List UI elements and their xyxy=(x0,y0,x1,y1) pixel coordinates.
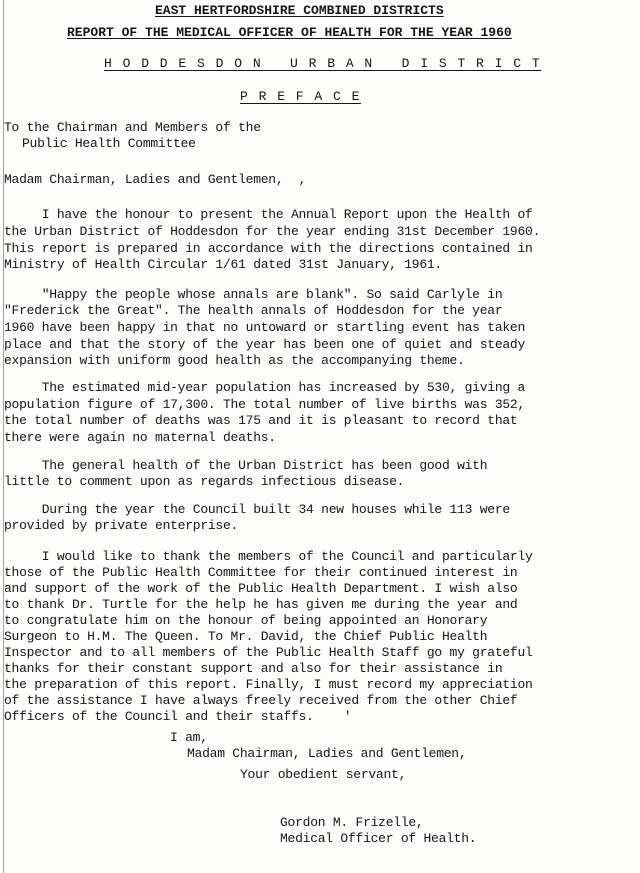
paragraph-line: Surgeon to H.M. The Queen. To Mr. David, the Chief Public Health xyxy=(4,629,488,644)
paragraph-line: Inspector and to all members of the Public Health Staff go my grateful xyxy=(4,645,533,660)
signature-name: Gordon M. Frizelle, xyxy=(280,815,424,830)
paragraph-line: those of the Public Health Committee for their continued interest in xyxy=(4,565,518,580)
paragraph-line: During the year the Council built 34 new houses while 113 were xyxy=(4,502,510,517)
paragraph-line: the Urban District of Hoddesdon for the year ending 31st December 1960. xyxy=(4,224,541,239)
paragraph-line: provided by private enterprise. xyxy=(4,518,239,533)
address-line: Public Health Committee xyxy=(22,136,196,151)
paragraph-line: "Frederick the Great". The health annals of Hoddesdon for the year xyxy=(4,303,503,318)
heading-report-title: REPORT OF THE MEDICAL OFFICER OF HEALTH FOR THE YEAR 1960 xyxy=(67,25,512,40)
closing-line: Madam Chairman, Ladies and Gentlemen, xyxy=(187,746,467,761)
paragraph-line: expansion with uniform good health as the accompanying theme. xyxy=(4,353,465,368)
paragraph-line: little to comment upon as regards infectious disease. xyxy=(4,474,405,489)
paragraph-line: to thank Dr. Turtle for the help he has given me during the year and xyxy=(4,597,518,612)
paragraph-line: I have the honour to present the Annual Report upon the Health of xyxy=(4,207,533,222)
heading-district-name: H O D D E S D O N U R B A N D I S T R I C T xyxy=(104,56,542,71)
paragraph-line: to congratulate him on the honour of being appointed an Honorary xyxy=(4,613,488,628)
address-line: To the Chairman and Members of the xyxy=(4,120,261,135)
paragraph-line: the total number of deaths was 175 and it is pleasant to record that xyxy=(4,413,518,428)
paragraph-line: I would like to thank the members of the Council and particularly xyxy=(4,549,533,564)
paragraph-line: the preparation of this report. Finally, I must record my appreciation xyxy=(4,677,533,692)
salutation: Madam Chairman, Ladies and Gentlemen, , xyxy=(4,172,307,187)
closing-line: I am, xyxy=(170,730,208,745)
signature-title: Medical Officer of Health. xyxy=(280,831,477,846)
paragraph-line: Officers of the Council and their staffs. ' xyxy=(4,709,352,724)
heading-districts: EAST HERTFORDSHIRE COMBINED DISTRICTS xyxy=(155,3,444,18)
paragraph-line: population figure of 17,300. The total number of live births was 352, xyxy=(4,397,526,412)
paragraph-line: The general health of the Urban District has been good with xyxy=(4,458,488,473)
paragraph-line: place and that the story of the year has been one of quiet and steady xyxy=(4,337,526,352)
paragraph-line: The estimated mid-year population has increased by 530, giving a xyxy=(4,380,526,395)
paragraph-line: 1960 have been happy in that no untoward or startling event has taken xyxy=(4,320,526,335)
paragraph-line: there were again no maternal deaths. xyxy=(4,430,276,445)
paragraph-line: and support of the work of the Public Health Department. I wish also xyxy=(4,581,518,596)
paragraph-line: Ministry of Health Circular 1/61 dated 31st January, 1961. xyxy=(4,257,442,272)
paragraph-line: "Happy the people whose annals are blank". So said Carlyle in xyxy=(4,287,503,302)
paragraph-line: This report is prepared in accordance with the directions contained in xyxy=(4,241,533,256)
paragraph-line: of the assistance I have always freely received from the other Chief xyxy=(4,693,518,708)
heading-preface: P R E F A C E xyxy=(240,89,361,104)
paragraph-line: thanks for their constant support and also for their assistance in xyxy=(4,661,503,676)
closing-line: Your obedient servant, xyxy=(240,767,407,782)
